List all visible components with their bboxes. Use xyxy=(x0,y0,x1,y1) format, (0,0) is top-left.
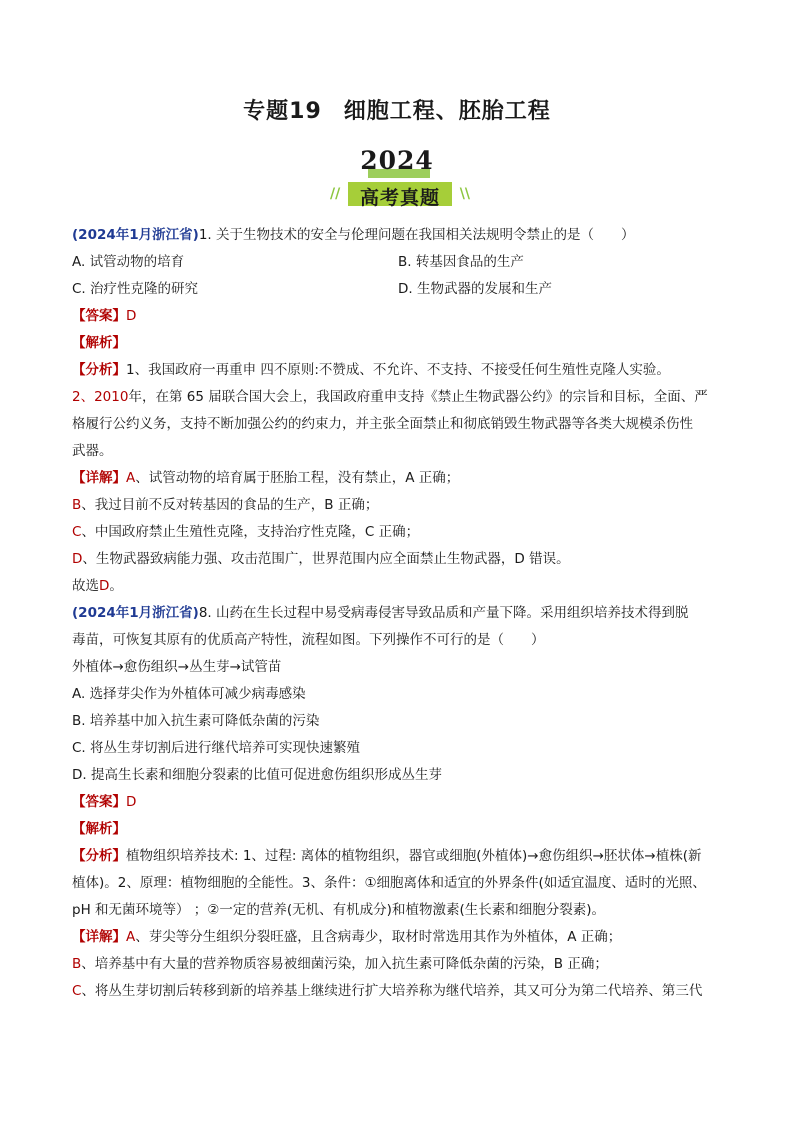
detail-b-letter: B xyxy=(72,956,82,972)
detail-a-letter: A xyxy=(126,470,136,486)
detail-c-text: 、将丛生芽切割后转移到新的培养基上继续进行扩大培养称为继代培养，其又可分为第二代培养、第三代 xyxy=(81,983,703,999)
question-1-detail-c xyxy=(72,519,732,546)
question-8-detail-b xyxy=(72,951,732,978)
year-heading: 2024 xyxy=(360,146,434,175)
fenxi-tag: 【分析】 xyxy=(72,362,126,378)
answer-value: D xyxy=(126,794,137,810)
question-8-option-d: D. 提高生长素和细胞分裂素的比值可促进愈伤组织形成丛生芽 xyxy=(72,767,442,783)
conclusion-answer: D xyxy=(99,578,110,594)
question-8-option-b: B. 培养基中加入抗生素可降低杂菌的污染 xyxy=(72,713,320,729)
question-1-detail-b xyxy=(72,492,732,519)
question-8-text-1: 8. 山药在生长过程中易受病毒侵害导致品质和产量下降。采用组织培养技术得到脱 xyxy=(198,605,689,621)
fenxi-line-3: pH 和无菌环境等） ；②一定的营养(无机、有机成分)和植物激素(生长素和细胞分裂素)。 xyxy=(72,902,605,918)
detail-d-letter: D xyxy=(72,551,83,567)
question-1-conclusion xyxy=(72,573,732,600)
question-8-text-2: 毒苗，可恢复其原有的优质高产特性，流程如图。下列操作不可行的是（ ） xyxy=(72,632,545,648)
fenxi-2-line-2: 格履行公约义务，支持不断加强公约的约束力，并主张全面禁止和彻底销毁生物武器等各类大规模杀伤性 xyxy=(72,416,693,432)
question-1-option-c: C. 治疗性克隆的研究 xyxy=(72,281,199,297)
detail-a-text: 、芽尖等分生组织分裂旺盛，且含病毒少，取材时常选用其作为外植体，A 正确； xyxy=(135,929,622,945)
answer-value: D xyxy=(126,308,137,324)
page-title xyxy=(0,94,794,125)
section-banner xyxy=(330,182,470,210)
question-1-fenxi-1 xyxy=(72,357,732,384)
conclusion-prefix: 故选 xyxy=(72,578,99,594)
analysis-tag: 【解析】 xyxy=(72,821,126,837)
question-1-text: 1. 关于生物技术的安全与伦理问题在我国相关法规明令禁止的是（ ） xyxy=(198,227,635,243)
document-body xyxy=(72,222,732,1005)
detail-a-text: 、试管动物的培育属于胚胎工程，没有禁止，A 正确； xyxy=(135,470,460,486)
question-1-options-row-1 xyxy=(72,249,732,276)
detail-tag: 【详解】 xyxy=(72,929,126,945)
fenxi-2-line-3: 武器。 xyxy=(72,443,113,459)
question-8-option-a: A. 选择芽尖作为外植体可减少病毒感染 xyxy=(72,686,306,702)
detail-d-text: 、生物武器致病能力强、攻击范围广，世界范围内应全面禁止生物武器，D 错误。 xyxy=(82,551,570,567)
question-8-analysis-heading xyxy=(72,816,732,843)
fenxi-line-1: 植物组织培养技术: 1、过程: 离体的植物组织，器官或细胞(外植体)→愈伤组织→胚状体→植株(新 xyxy=(126,848,702,864)
detail-tag: 【详解】 xyxy=(72,470,126,486)
detail-c-letter: C xyxy=(72,524,82,540)
analysis-tag: 【解析】 xyxy=(72,335,126,351)
banner-left-decoration: // xyxy=(330,186,341,202)
fenxi-2-prefix: 2、2010 xyxy=(72,389,129,405)
question-1-stem xyxy=(72,222,732,249)
answer-tag: 【答案】 xyxy=(72,308,126,324)
banner-right-decoration: \\ xyxy=(459,186,470,202)
detail-b-letter: B xyxy=(72,497,82,513)
detail-c-text: 、中国政府禁止生殖性克隆，支持治疗性克隆，C 正确； xyxy=(81,524,420,540)
question-8-source: (2024年1月浙江省) xyxy=(72,605,199,621)
question-1-options-row-2 xyxy=(72,276,732,303)
topic-number: 专题19 xyxy=(243,99,322,124)
fenxi-text: 1、我国政府一再重申 四不原则:不赞成、不允许、不支持、不接受任何生殖性克隆人实验。 xyxy=(126,362,670,378)
question-8-answer xyxy=(72,789,732,816)
question-8-fenxi xyxy=(72,843,732,924)
question-1-option-d: D. 生物武器的发展和生产 xyxy=(398,281,552,297)
question-1-option-a: A. 试管动物的培育 xyxy=(72,254,185,270)
fenxi-tag: 【分析】 xyxy=(72,848,126,864)
question-8-stem xyxy=(72,600,732,654)
topic-title: 细胞工程、胚胎工程 xyxy=(343,99,551,124)
banner-label: 高考真题 xyxy=(359,187,440,209)
question-8-flow: 外植体→愈伤组织→丛生芽→试管苗 xyxy=(72,659,282,675)
detail-a-letter: A xyxy=(126,929,136,945)
question-1-option-b: B. 转基因食品的生产 xyxy=(398,254,524,270)
detail-b-text: 、培养基中有大量的营养物质容易被细菌污染，加入抗生素可降低杂菌的污染，B 正确； xyxy=(81,956,608,972)
question-8-detail-c xyxy=(72,978,732,1005)
fenxi-line-2: 植体)。2、原理：植物细胞的全能性。3、条件：①细胞离体和适宜的外界条件(如适宜温度、适时的光照、 xyxy=(72,875,706,891)
question-1-answer xyxy=(72,303,732,330)
question-1-detail-d xyxy=(72,546,732,573)
fenxi-2-line-1: 年，在第 65 届联合国大会上，我国政府重申支持《禁止生物武器公约》的宗旨和目标，全面、严 xyxy=(128,389,708,405)
question-1-detail-a xyxy=(72,465,732,492)
conclusion-suffix: 。 xyxy=(109,578,123,594)
question-8-detail-a xyxy=(72,924,732,951)
detail-b-text: 、我过目前不反对转基因的食品的生产，B 正确； xyxy=(81,497,379,513)
question-1-fenxi-2 xyxy=(72,384,732,465)
question-1-analysis-heading xyxy=(72,330,732,357)
question-1-source: (2024年1月浙江省) xyxy=(72,227,199,243)
answer-tag: 【答案】 xyxy=(72,794,126,810)
detail-c-letter: C xyxy=(72,983,82,999)
question-8-option-c: C. 将丛生芽切割后进行继代培养可实现快速繁殖 xyxy=(72,740,361,756)
